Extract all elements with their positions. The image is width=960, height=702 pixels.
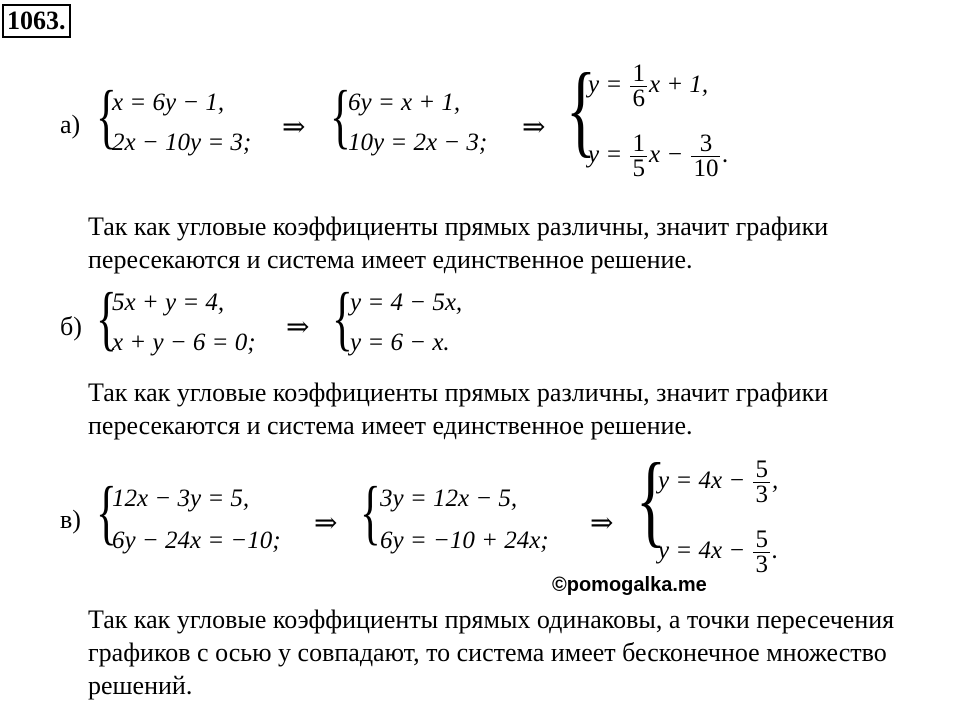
part-a-label: а): [60, 110, 81, 139]
part-b-eq-1-2: x + y − 6 = 0;: [112, 329, 256, 356]
part-a-brace-3: {: [566, 52, 596, 167]
part-b-eq-2-2: y = 6 − x.: [350, 329, 450, 356]
part-c-eq-1-1: 12x − 3y = 5,: [112, 485, 250, 512]
watermark: ©pomogalka.me: [552, 574, 707, 596]
problem-number: 1063.: [2, 4, 71, 38]
part-c-eq-1-2: 6y − 24x = −10;: [112, 527, 281, 554]
part-a-eq-3-1: y = $\frac{1}{6}$ x + 1,: [588, 60, 709, 112]
part-b-conclusion-line-1: Так как угловые коэффициенты прямых различны, значит графики: [88, 378, 829, 407]
part-c-eq-2-2: 6y = −10 + 24x;: [380, 527, 549, 554]
part-b-eq-2-1: y = 4 − 5x,: [350, 289, 463, 316]
part-b-brace-1: {: [96, 278, 117, 358]
part-b-conclusion-line-2: пересекаются и система имеет единственное решение.: [88, 411, 693, 440]
implies-symbol: ⇒: [314, 508, 338, 539]
part-a-eq-3-2: y = $\frac{1}{5}$ x − $\frac{3}{10}$ .: [588, 130, 729, 182]
part-a-conclusion-line-1: Так как угловые коэффициенты прямых различны, значит графики: [88, 212, 829, 241]
part-c-conclusion-line-2: графиков с осью y совпадают, то система имеет бесконечное множество: [88, 638, 887, 667]
part-a-brace-2: {: [330, 76, 351, 156]
part-c-conclusion-line-3: решений.: [88, 671, 193, 700]
implies-symbol: ⇒: [590, 508, 614, 539]
part-a-eq-2-1: 6y = x + 1,: [348, 89, 461, 116]
part-c-conclusion-line-1: Так как угловые коэффициенты прямых одинаковы, а точки пересечения: [88, 605, 895, 634]
part-a-eq-1-1: x = 6y − 1,: [112, 89, 225, 116]
part-a-conclusion-line-2: пересекаются и система имеет единственное решение.: [88, 245, 693, 274]
part-c-eq-2-1: 3y = 12x − 5,: [380, 485, 518, 512]
implies-symbol: ⇒: [522, 112, 546, 143]
part-c-eq-3-2: y = 4x − $\frac{5}{3}$ .: [658, 526, 779, 578]
part-b-brace-2: {: [332, 278, 353, 358]
part-c-brace-1: {: [96, 472, 117, 552]
part-c-eq-3-1: y = 4x − $\frac{5}{3}$ ,: [658, 456, 779, 508]
part-c-brace-2: {: [360, 472, 381, 552]
implies-symbol: ⇒: [282, 112, 306, 143]
implies-symbol: ⇒: [286, 312, 310, 343]
part-c-label: в): [60, 505, 81, 534]
part-a-eq-1-2: 2x − 10y = 3;: [112, 129, 252, 156]
part-a-brace-1: {: [96, 76, 117, 156]
part-b-eq-1-1: 5x + y = 4,: [112, 289, 225, 316]
part-a-eq-2-2: 10y = 2x − 3;: [348, 129, 488, 156]
part-c-brace-3: {: [636, 442, 666, 557]
part-b-label: б): [60, 312, 82, 341]
